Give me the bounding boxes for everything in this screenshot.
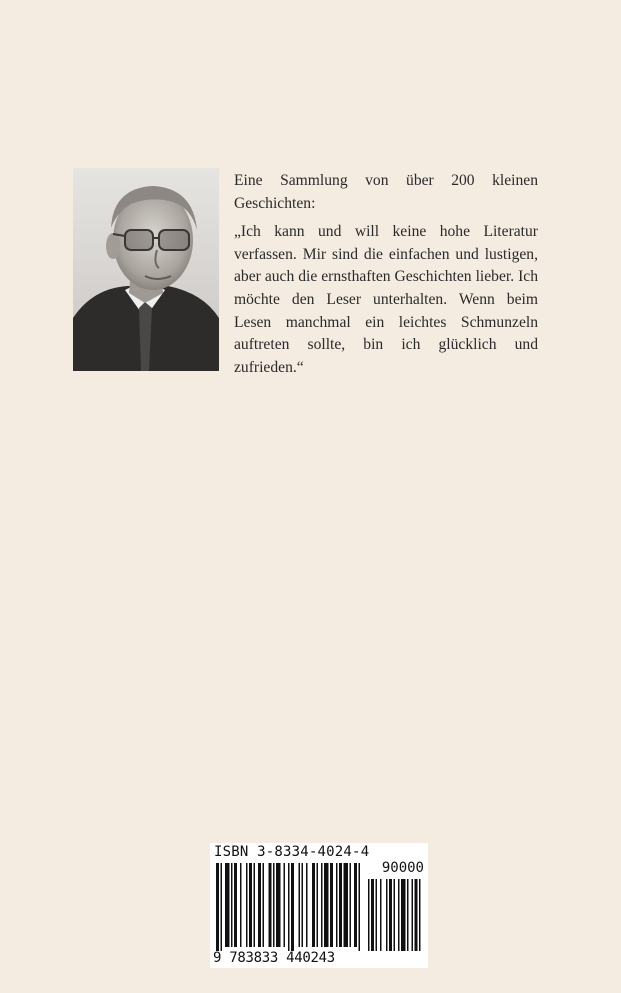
ean-digits: 9 783833 440243 bbox=[213, 950, 335, 966]
author-photo bbox=[73, 168, 219, 371]
blurb-intro: Eine Sammlung von über 200 kleinen Geschichten: bbox=[234, 172, 538, 212]
isbn-label: ISBN 3-8334-4024-4 bbox=[214, 844, 370, 860]
author-portrait-icon bbox=[73, 168, 219, 371]
blurb-quote: „Ich kann und will keine hohe Literatur verfassen. Mir sind die einfachen und lustigen, aber auch die ernsthaften Geschichten lieber. Ich möchte den Leser unterhalten. Wenn beim Lesen manchmal ein leichtes Schmunzeln auftreten sollte, bin ich glücklich und zufrieden.“ bbox=[234, 223, 538, 376]
back-cover-blurb bbox=[234, 170, 538, 379]
isbn-barcode bbox=[210, 843, 428, 968]
addon-code: 90000 bbox=[381, 860, 424, 876]
